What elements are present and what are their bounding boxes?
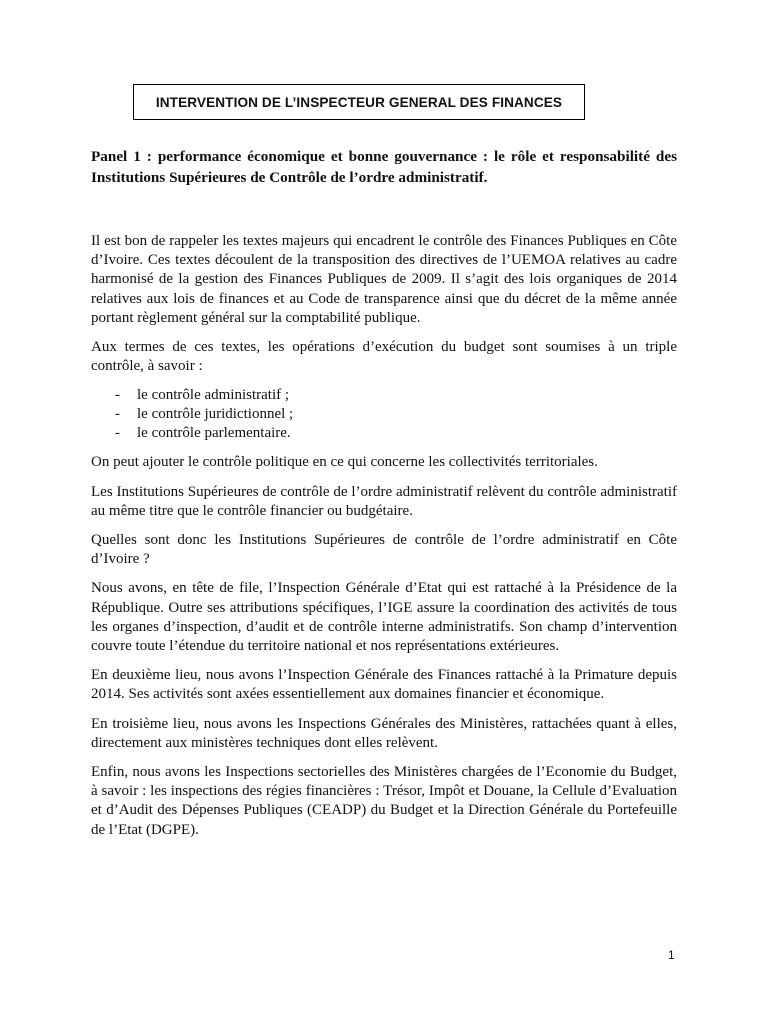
paragraph-sectoral-inspections: Enfin, nous avons les Inspections sectorielles des Ministères chargées de l’Economie du Budget, à savoir : les inspections des régies financières : Trésor, Impôt et Douane, la Cellule d’Evaluation et d’Audit des Dépenses Publiques (CEADP) du Budget et la Direction Générale du Portefeuille de l’Etat (DGPE). [91, 764, 677, 838]
document-body [91, 146, 677, 850]
paragraph-igf: En deuxième lieu, nous avons l’Inspection Générale des Finances rattaché à la Primature depuis 2014. Ses activités sont axées essentiellement aux domaines financier et économique. [91, 667, 677, 703]
paragraph-ige: Nous avons, en tête de file, l’Inspection Générale d’Etat qui est rattaché à la Présidence de la République. Outre ses attributions spécifiques, l’IGE assure la coordination des activités de tous les organes d’inspection, d’audit et de contrôle interne administratifs. Son champ d’intervention couvre toute l’étendue du territoire national et nos représentations extérieures. [91, 580, 677, 655]
paragraph-legal-texts: Il est bon de rappeler les textes majeurs qui encadrent le contrôle des Finances Publiques en Côte d’Ivoire. Ces textes découlent de la transposition des directives de l’UEMOA relatives au cadre harmonisé de la gestion des Finances Publiques de 2009. Il s’agit des lois organiques de 2014 relatives aux lois de finances et au Code de transparence ainsi que du décret de la même année portant règlement général sur la comptabilité publique. [91, 233, 677, 326]
list-item: - le contrôle juridictionnel ; [91, 405, 677, 424]
paragraph-triple-control: Aux termes de ces textes, les opérations d’exécution du budget sont soumises à un triple contrôle, à savoir : [91, 339, 677, 375]
controls-list [91, 386, 677, 443]
panel-heading: Panel 1 : performance économique et bonne gouvernance : le rôle et responsabilité des Institutions Supérieures de Contrôle de l’ordre administratif. [91, 148, 677, 186]
page-number: 1 [668, 948, 675, 962]
paragraph-question: Quelles sont donc les Institutions Supérieures de contrôle de l’ordre administratif en Côte d’Ivoire ? [91, 532, 677, 568]
paragraph-administrative-control: Les Institutions Supérieures de contrôle de l’ordre administratif relèvent du contrôle administratif au même titre que le contrôle financier ou budgétaire. [91, 483, 677, 519]
list-item: - le contrôle parlementaire. [91, 424, 677, 443]
list-item: - le contrôle administratif ; [91, 386, 677, 405]
title-box [133, 84, 585, 120]
paragraph-political-control: On peut ajouter le contrôle politique en ce qui concerne les collectivités territoriales. [91, 454, 598, 471]
paragraph-ministries: En troisième lieu, nous avons les Inspections Générales des Ministères, rattachées quant à elles, directement aux ministères techniques dont elles relèvent. [91, 715, 677, 751]
document-title: INTERVENTION DE L’INSPECTEUR GENERAL DES FINANCES [155, 94, 563, 110]
